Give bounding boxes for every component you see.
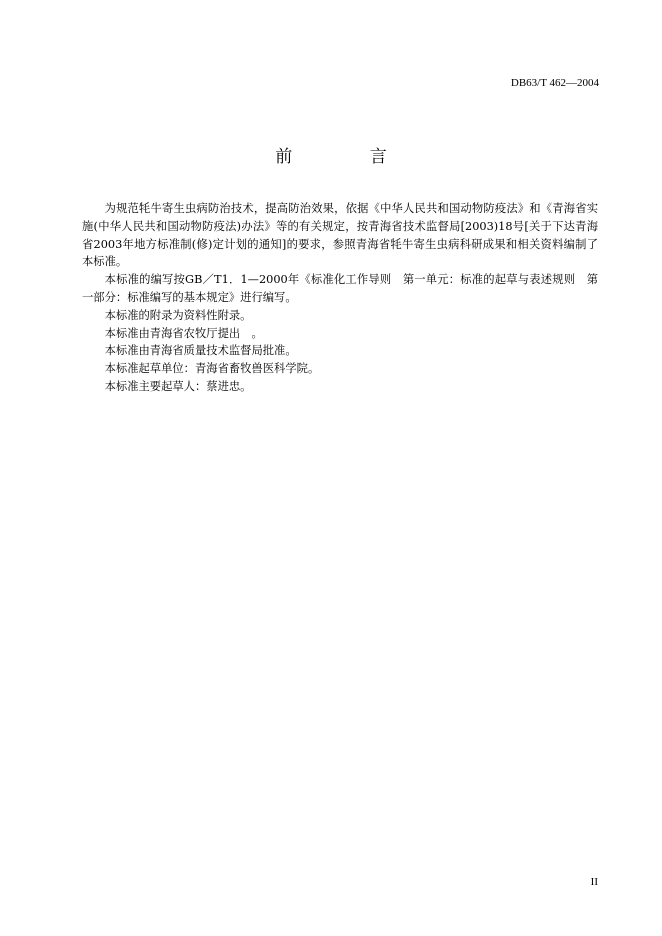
page-number: II [590, 876, 598, 888]
standard-code: DB63/T 462—2004 [510, 77, 599, 89]
foreword-body [82, 200, 598, 396]
paragraph-purpose: 为规范牦牛寄生虫病防治技术，提高防治效果，依据《中华人民共和国动物防疫法》和《青海省实施(中华人民共和国动物防疫法)办法》等的有关规定，按青海省技术监督局[2003)18号[关于下达青海省2003年地方标准制(修)定计划的通知]的要求，参照青海省牦牛寄生虫病科研成果和相关资料编制了本标准。 [82, 202, 598, 269]
paragraph-drafting-rules: 本标准的编写按GB／T1．1—2000年《标准化工作导则 第一单元：标准的起草与表述规则 第一部分：标准编写的基本规定》进行编写。 [82, 273, 598, 304]
paragraph-drafting-unit: 本标准起草单位：青海省畜牧兽医科学院。 [104, 362, 320, 376]
paragraph-drafters: 本标准主要起草人：蔡进忠。 [104, 379, 252, 393]
paragraph-proposer: 本标准由青海省农牧厅提出 。 [104, 326, 263, 340]
paragraph-appendix: 本标准的附录为资料性附录。 [104, 308, 252, 322]
page-title: 前 言 [275, 147, 423, 167]
paragraph-approver: 本标准由青海省质量技术监督局批准。 [104, 344, 297, 358]
